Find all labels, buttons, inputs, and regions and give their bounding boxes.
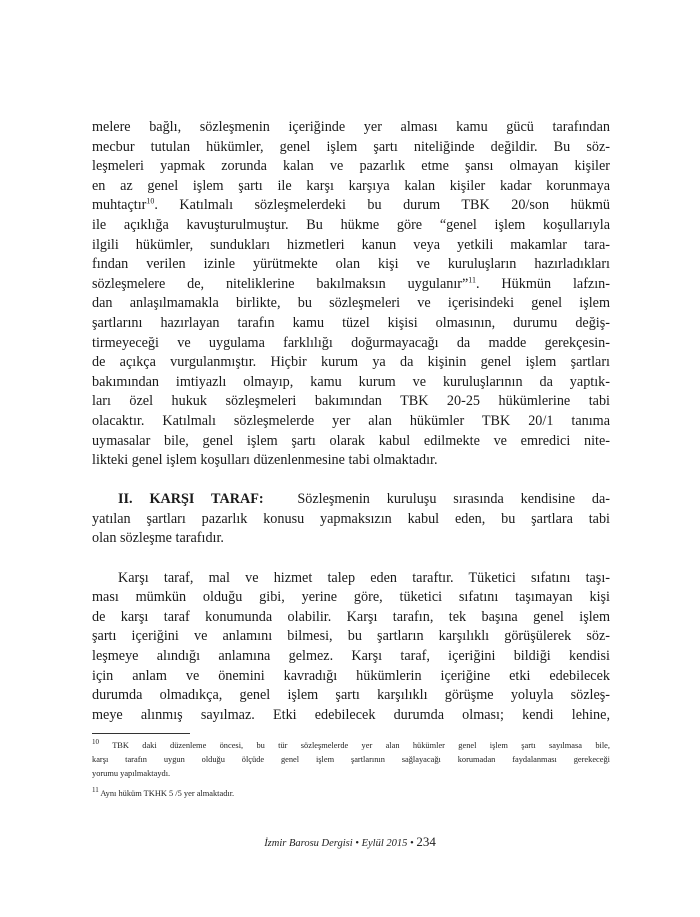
footnote-ref-11: 11 — [468, 275, 476, 285]
text-line: şartı içeriğini ve anlamını bilmesi, bu şartların karşılıklı görüşülerek söz- — [92, 628, 610, 645]
footnote-line — [92, 739, 610, 753]
section-heading: II. KARŞI TARAF: — [118, 491, 264, 508]
footnote-11 — [92, 787, 610, 801]
text-line — [92, 275, 610, 295]
text-segment: TBK daki düzenleme öncesi, bu tür sözleşmelerde yer alan hükümler genel işlem şartı sayılmasa bile, — [112, 741, 610, 750]
text-line: melere bağlı, sözleşmenin içeriğinde yer alması kamu gücü tarafından — [92, 119, 610, 135]
text-line: ilgili hükümler, sundukları hizmetleri kanun veya yetkili makamlar tara- — [92, 236, 610, 253]
text-line: leşmeye alındığı anlamına gelmez. Karşı taraf, içeriğini bildiği kendisi — [92, 648, 610, 665]
text-segment: . Hükmün lafzın- — [476, 275, 610, 292]
text-line: bakımından imtiyazlı olmayıp, kamu kurum ve kuruluşlarının da yaptık- — [92, 373, 610, 390]
footnote-line: yorumu yapılmaktaydı. — [92, 769, 171, 778]
text-line: Karşı taraf, mal ve hizmet talep eden taraftır. Tüketici sıfatını taşı- — [118, 569, 610, 586]
text-line: olan sözleşme tarafıdır. — [92, 530, 224, 547]
paragraph-gap — [92, 549, 610, 569]
text-segment: muhtaçtır — [92, 197, 147, 214]
text-line: meye alınmış sayılmaz. Etki edebilecek durumda olması; kendi lehine, — [92, 706, 610, 723]
journal-name: İzmir Barosu Dergisi • Eylül 2015 • — [264, 838, 414, 849]
text-line: fından verilen izinle yürütmekte olan kişi ve kuruluşların hazırladıkları — [92, 256, 610, 273]
text-line: şartlarını hazırlayan tarafın kamu tüzel kişisi olmasının, durumu değiş- — [92, 314, 610, 331]
text-line: olacaktır. Katılmalı sözleşmelerde yer alan hükümler TBK 20/1 tanıma — [92, 412, 610, 429]
footnote-number: 11 — [92, 786, 99, 795]
page-number: 234 — [416, 834, 436, 849]
text-segment: Sözleşmenin kuruluşu sırasında kendisine da- — [297, 491, 611, 508]
footnote-ref-10: 10 — [146, 196, 155, 206]
footnote-10 — [92, 739, 610, 781]
text-line: için anlam ve önemini kavradığı hükümlerin içeriğine etki edebilecek — [92, 667, 610, 684]
text-line: yatılan şartları pazarlık konusu yapmaksızın kabul eden, bu şartlara tabi — [92, 510, 610, 527]
text-line: de karşı taraf konumunda olabilir. Karşı tarafın, tek başına genel işlem — [92, 608, 610, 625]
text-line: ile açıklığa kavuşturulmuştur. Bu hükme göre “genel işlem koşullarıyla — [92, 216, 610, 233]
text-line — [92, 196, 610, 216]
footnote-number: 10 — [92, 738, 99, 747]
body-text — [92, 118, 610, 725]
text-line: ması mümkün olduğu gibi, yerine göre, tüketici sıfatını taşımayan kişi — [92, 589, 610, 606]
text-line: dan anlaşılmamakla birlikte, bu sözleşmeleri ve içerisindeki genel işlem — [92, 295, 610, 312]
page-footer — [0, 834, 700, 850]
footnotes — [92, 739, 610, 807]
footnote-line — [92, 787, 610, 801]
footnote-divider — [92, 733, 190, 734]
text-segment: . Katılmalı sözleşmelerdeki bu durum TBK 20/son hükmü — [154, 197, 610, 214]
text-line: ları özel hukuk sözleşmeleri bakımından TBK 20-25 hükümlerine tabi — [92, 393, 610, 410]
text-line: de açıkça vurgulanmıştır. Hiçbir kurum ya da kişinin genel işlem şartları — [92, 354, 610, 371]
text-line — [92, 490, 610, 510]
text-line: leşmeleri yapmak zorunda kalan ve pazarlık etme şansı olmayan kişiler — [92, 158, 610, 175]
text-line: uymasalar bile, genel işlem şartı olarak kabul edilmekte ve emredici nite- — [92, 432, 610, 449]
text-line: mecbur tutulan hükümler, genel işlem şartı niteliğinde değildir. Bu söz- — [92, 138, 610, 155]
text-line: en az genel işlem şartı ile karşı karşıya kalan kişiler kadar korunmaya — [92, 177, 610, 194]
text-line: durumda olmadıkça, genel işlem şartı karşılıklı görüşme yoluyla sözleş- — [92, 687, 610, 704]
footnote-line: karşı tarafın uygun olduğu ölçüde genel işlem şartlarının sağlayacağı korumadan faydalanması gerekeceği — [92, 755, 610, 764]
text-segment: sözleşmelere de, niteliklerine bakılmaksın uygulanır” — [92, 275, 469, 292]
text-line: tirmeyeceği ve uygulama farklılığı doğurmayacağı da madde gerekçesin- — [92, 334, 610, 351]
text-line: likteki genel işlem koşulları düzenlenmesine tabi olmaktadır. — [92, 452, 438, 469]
paragraph-gap — [92, 471, 610, 491]
text-segment: Aynı hüküm TKHK 5 /5 yer almaktadır. — [100, 789, 235, 798]
